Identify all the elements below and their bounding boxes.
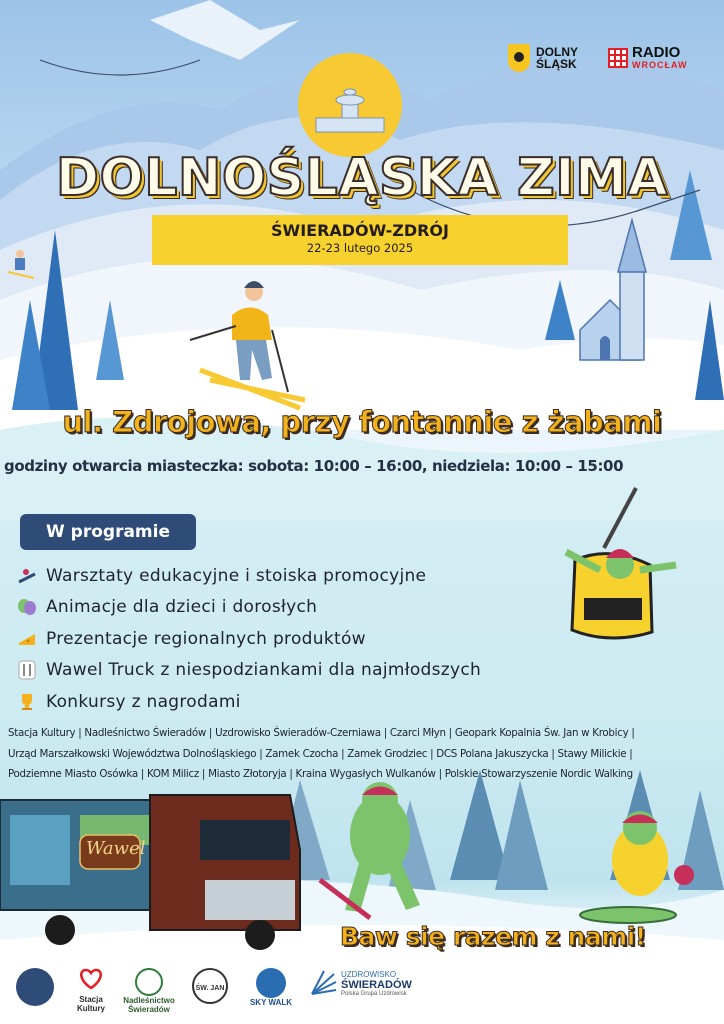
program-item: Animacje dla dzieci i dorosłych [16,592,576,624]
program-item: Warsztaty edukacyjne i stoiska promocyjne [16,560,576,592]
program-item: Wawel Truck z niespodziankami dla najmłodszych [16,655,576,687]
theater-masks-icon [16,596,38,618]
program-list [16,560,576,718]
slogan: Baw się razem z nami! [340,922,646,951]
forest-emblem-icon [135,968,163,996]
footer-logo-uzdrowisko: UZDROWISKO ŚWIERADÓW Polska Grupa Uzdrowisk [308,968,428,998]
partners-list [8,723,720,785]
footer-logo-stacja-kultury: Stacja Kultury [68,968,114,1013]
heart-icon [77,968,105,990]
program-heading: W programie [20,514,196,550]
footer-logo-sw-jan [188,968,232,1004]
trophy-icon [16,691,38,713]
footer-logo-sky-walk: SKY WALK [244,968,298,1007]
event-title: DOLNOŚLĄSKA ZIMA [55,148,669,208]
event-date: 22-23 lutego 2025 [306,241,414,255]
footer-logo-geopark [14,968,56,1006]
sw-jan-emblem-icon: ŚW. JAN [192,968,228,1004]
truck-brand-label: Wawel [86,838,146,859]
ski-icon [16,565,38,587]
footer-logo-nadlesnictwo: Nadleśnictwo Świeradów [118,968,180,1014]
event-subtitle-banner [152,215,568,265]
partners-line: Podziemne Miasto Osówka | KOM Milicz | Miasto Złotoryja | Kraina Wygasłych Wulkanów | Polskie Stowarzyszenie Nordic Walking [8,768,633,780]
radio-wroclaw-icon [608,48,628,68]
partners-line: Stacja Kultury | Nadleśnictwo Świeradów | Uzdrowisko Świeradów-Czerniawa | Czarci Młyn | Geopark Kopalnia Św. Jan w Krobicy | [8,727,635,739]
mountain-badge-icon [16,968,54,1006]
event-place: ŚWIERADÓW-ZDRÓJ [271,221,449,240]
sky-walk-icon [256,968,286,998]
fork-knife-icon [16,659,38,681]
dolny-slask-logo: DOLNY ŚLĄSK [508,42,592,74]
program-item: Konkursy z nagrodami [16,686,576,718]
event-location: ul. Zdrojowa, przy fontannie z żabami [62,405,662,439]
partners-line: Urząd Marszałkowski Województwa Dolnośląskiego | Zamek Czocha | Zamek Grodziec | DCS Polana Jakuszycka | Stawy Milickie | [8,747,633,760]
program-item: Prezentacje regionalnych produktów [16,623,576,655]
cheese-icon [16,628,38,650]
coat-of-arms-icon [508,44,530,72]
opening-hours: godziny otwarcia miasteczka: sobota: 10:00 – 16:00, niedziela: 10:00 – 15:00 [4,457,624,475]
sun-rays-icon [308,968,338,998]
radio-wroclaw-logo: RADIO WROCŁAW [608,44,718,72]
